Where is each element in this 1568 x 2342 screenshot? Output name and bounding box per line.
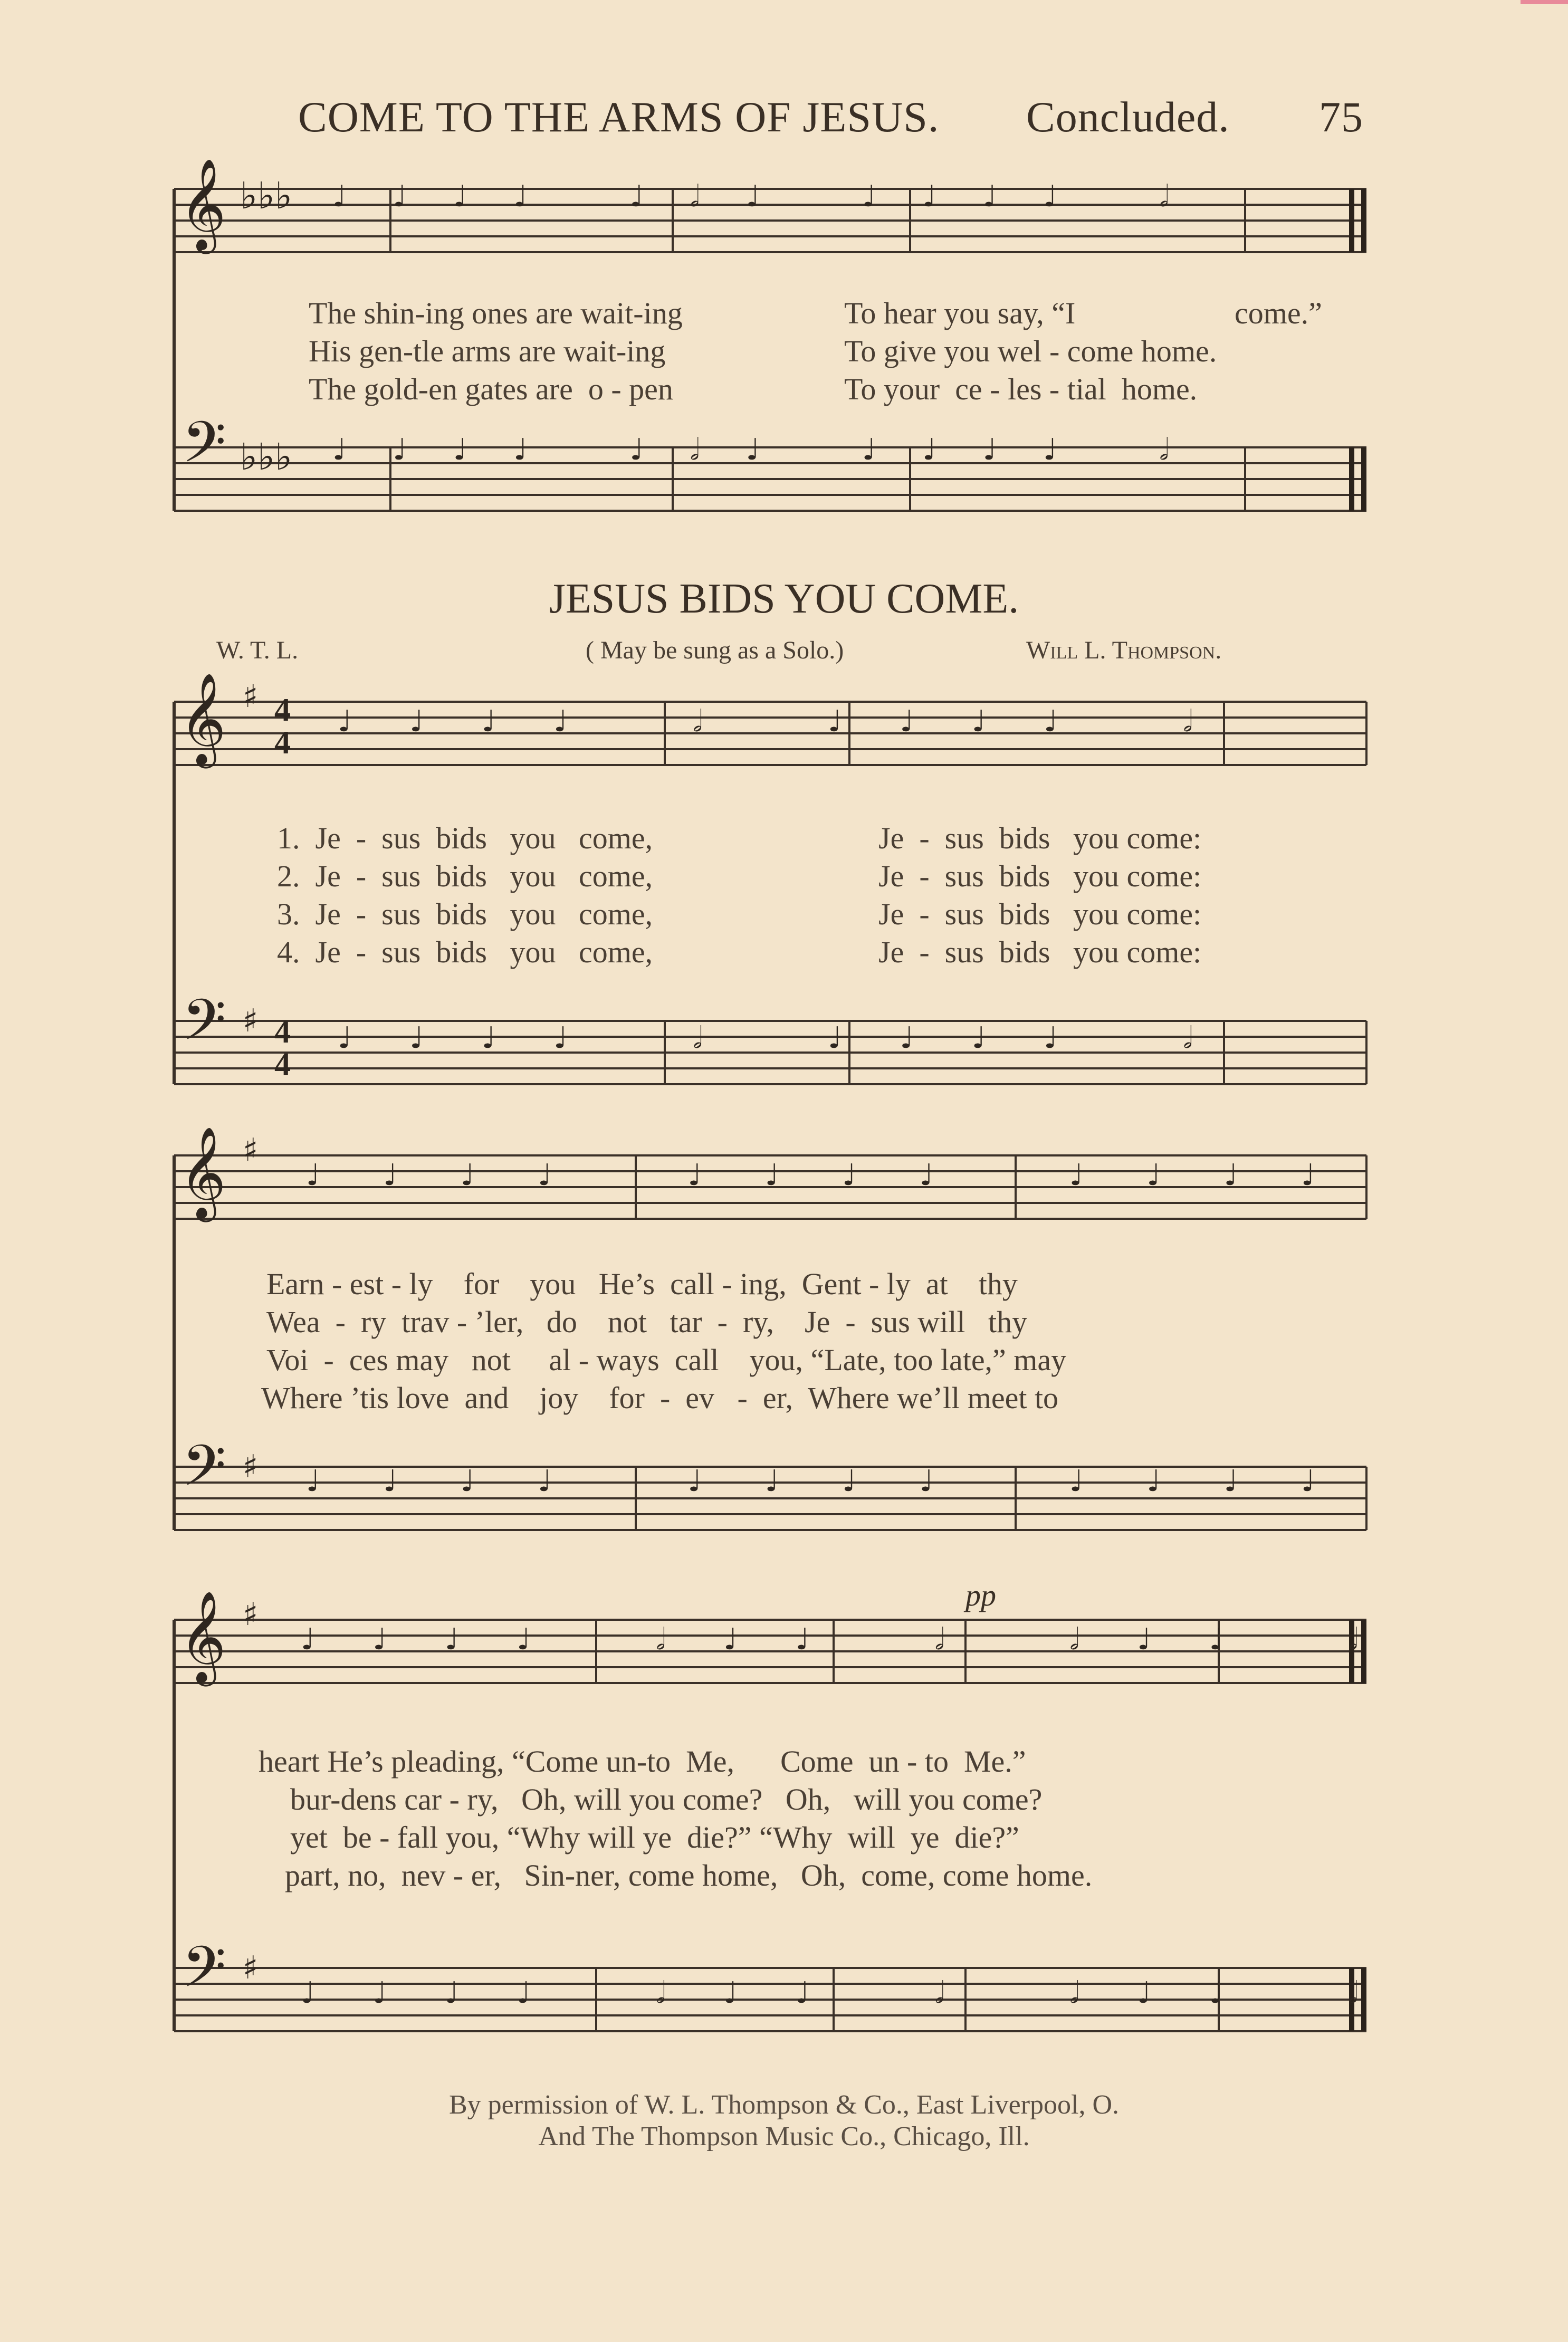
system1-bass-notes: ♩♩♩♩ 𝅗𝅥 ♩♩♩♩ 𝅗𝅥 bbox=[338, 1021, 1251, 1055]
bass-clef-icon: 𝄢 bbox=[182, 987, 226, 1067]
permission-credit-line-2: And The Thompson Music Co., Chicago, Ill. bbox=[538, 2121, 1030, 2152]
system1-lyric-verse-4b: Je - sus bids you come: bbox=[878, 935, 1202, 969]
system3-lyric-verse-2: bur-dens car - ry, Oh, will you come? Oh, will you come? bbox=[290, 1782, 1043, 1817]
system1-lyric-verse-1a: 1. Je - sus bids you come, bbox=[277, 821, 653, 855]
system2-lyric-verse-4: Where ’tis love and joy for - ev - er, Where we’ll meet to bbox=[261, 1381, 1059, 1415]
system2-treble-notes: ♩♩♩♩ ♩♩♩♩ ♩♩♩♩ bbox=[306, 1158, 1379, 1192]
author-initials: W. T. L. bbox=[216, 636, 299, 664]
section1-lyric-line-2b: To give you wel - come home. bbox=[844, 334, 1217, 368]
section1-lyric-line-2a: His gen-tle arms are wait-ing bbox=[309, 334, 666, 368]
system1-lyric-verse-3b: Je - sus bids you come: bbox=[878, 897, 1202, 931]
treble-clef-icon: 𝄞 bbox=[179, 158, 226, 250]
bass-clef-icon: 𝄢 bbox=[182, 1934, 226, 2014]
key-signature-sharp-icon: ♯ bbox=[243, 1132, 259, 1169]
system1-treble-notes: ♩♩♩♩ 𝅗𝅥 ♩♩♩♩ 𝅗𝅥 bbox=[338, 704, 1251, 739]
page-number: 75 bbox=[1319, 93, 1363, 141]
bass-clef-icon: 𝄢 bbox=[182, 409, 226, 489]
section1-lyric-line-3a: The gold-en gates are o - pen bbox=[309, 372, 673, 406]
system2-lyric-verse-3: Voi - ces may not al - ways call you, “Late, too late,” may bbox=[266, 1343, 1067, 1377]
system2-lyric-verse-1: Earn - est - ly for you He’s call - ing, Gent - ly at thy bbox=[266, 1267, 1018, 1301]
composer-credit: Will L. Thompson. bbox=[1026, 636, 1222, 664]
key-signature-sharp-icon: ♯ bbox=[243, 678, 259, 715]
page-edge-mark bbox=[1521, 0, 1568, 4]
time-signature-bass-icon: 4 4 bbox=[274, 1014, 291, 1083]
system1-lyric-verse-3a: 3. Je - sus bids you come, bbox=[277, 897, 653, 931]
treble-clef-icon: 𝄞 bbox=[179, 1591, 226, 1683]
system1-lyric-verse-2b: Je - sus bids you come: bbox=[878, 859, 1202, 893]
system2-bass-notes: ♩♩♩♩ ♩♩♩♩ ♩♩♩♩ bbox=[306, 1464, 1379, 1498]
system1-lyric-verse-1b: Je - sus bids you come: bbox=[878, 821, 1202, 855]
section1-bass-notes: ♩♩♩♩ ♩𝅗𝅥♩ ♩♩♩♩ 𝅗𝅥 bbox=[332, 433, 1216, 467]
section1-lyric-line-1b: To hear you say, “I bbox=[844, 296, 1076, 330]
system1-lyric-verse-4a: 4. Je - sus bids you come, bbox=[277, 935, 653, 969]
system3-treble-notes: ♩♩♩♩ 𝅗𝅥♩♩ 𝅗𝅥 𝅗𝅥♩♩ 𝅗𝅥 bbox=[301, 1622, 1416, 1657]
continuation-status: Concluded. bbox=[1026, 93, 1230, 141]
performance-note: ( May be sung as a Solo.) bbox=[586, 636, 844, 664]
key-signature-sharp-bass-icon: ♯ bbox=[243, 1448, 259, 1485]
system3-lyric-verse-4: part, no, nev - er, Sin-ner, come home, Oh, come, come home. bbox=[285, 1858, 1093, 1892]
song-title-continued: COME TO THE ARMS OF JESUS. bbox=[298, 93, 940, 141]
treble-clef-icon: 𝄞 bbox=[179, 1126, 226, 1218]
time-signature-icon: 4 4 bbox=[274, 692, 291, 761]
dynamic-marking: pp bbox=[965, 1578, 996, 1612]
system3-bass-notes: ♩♩♩♩ 𝅗𝅥♩♩ 𝅗𝅥 𝅗𝅥♩♩ 𝅗𝅥 bbox=[301, 1976, 1416, 2010]
section1-treble-notes: ♩♩♩♩ ♩𝅗𝅥♩ ♩♩♩♩ 𝅗𝅥 bbox=[332, 179, 1216, 214]
section1-lyric-line-1a: The shin-ing ones are wait-ing bbox=[309, 296, 683, 330]
section1-lyric-line-1c: come.” bbox=[1235, 296, 1322, 330]
bass-clef-icon: 𝄢 bbox=[182, 1432, 226, 1513]
system1-lyric-verse-2a: 2. Je - sus bids you come, bbox=[277, 859, 653, 893]
key-signature-sharp-bass-icon: ♯ bbox=[243, 1002, 259, 1039]
key-signature-flats-bass-icon: ♭♭♭ bbox=[240, 435, 293, 479]
permission-credit-line-1: By permission of W. L. Thompson & Co., East Liverpool, O. bbox=[448, 2090, 1120, 2120]
treble-clef-icon: 𝄞 bbox=[179, 673, 226, 764]
song-title: JESUS BIDS YOU COME. bbox=[549, 576, 1019, 622]
section1-lyric-line-3b: To your ce - les - tial home. bbox=[844, 372, 1198, 406]
system2-lyric-verse-2: Wea - ry trav - ’ler, do not tar - ry, Je - sus will thy bbox=[266, 1305, 1028, 1339]
key-signature-sharp-icon: ♯ bbox=[243, 1596, 259, 1633]
key-signature-flats-icon: ♭♭♭ bbox=[240, 174, 293, 217]
key-signature-sharp-bass-icon: ♯ bbox=[243, 1949, 259, 1986]
system3-lyric-verse-3: yet be - fall you, “Why will ye die?” “Why will ye die?” bbox=[290, 1820, 1019, 1855]
system3-lyric-verse-1: heart He’s pleading, “Come un-to Me, Come un - to Me.” bbox=[259, 1744, 1026, 1779]
